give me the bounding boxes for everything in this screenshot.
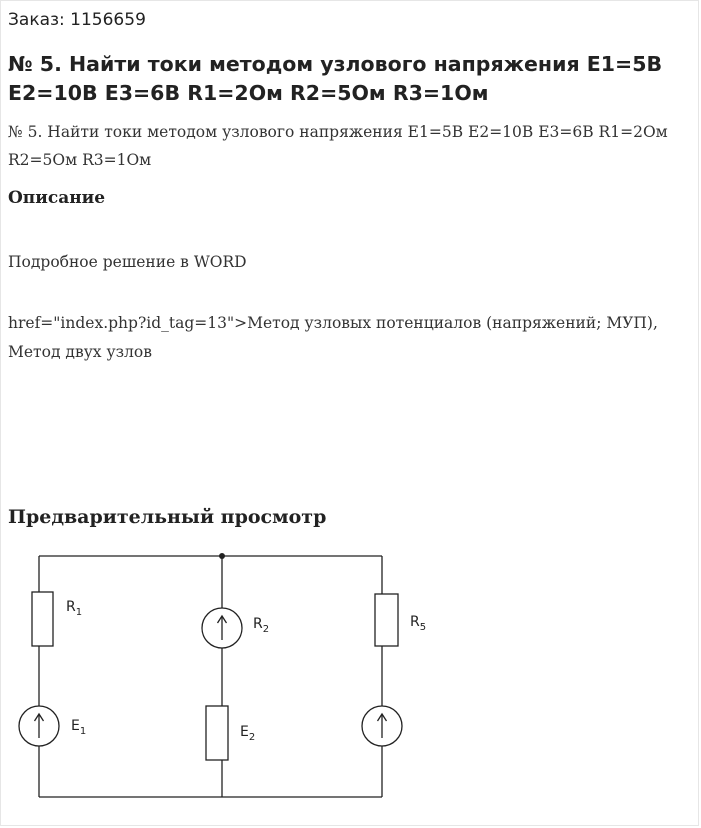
order-number: Заказ: 1156659 [8, 10, 146, 30]
resistor-r3 [375, 594, 398, 646]
label-e1: $E_1$ [71, 718, 87, 737]
description-heading: Описание [8, 188, 106, 208]
label-r1: $R_1$ [66, 599, 83, 618]
method-link[interactable]: href="index.php?id_tag=13">Метод узловых потенциалов (напряжений; МУП), Метод двух узлов [8, 314, 658, 361]
resistor-e2 [206, 706, 228, 760]
label-r3: $R_5$ [410, 614, 427, 633]
page-subtitle: № 5. Найти токи методом узлового напряжения E1=5В E2=10В E3=6В R1=2Ом R2=5Ом R3=1Ом [8, 123, 668, 169]
resistor-r1 [32, 592, 53, 646]
label-r2: $R_2$ [253, 616, 270, 635]
node-dot [219, 553, 225, 559]
page-title: № 5. Найти токи методом узлового напряжения E1=5В E2=10В E3=6В R1=2Ом R2=5Ом R3=1Ом [8, 52, 663, 105]
description-text: Подробное решение в WORD [8, 253, 247, 271]
preview-heading: Предварительный просмотр [8, 506, 327, 528]
label-e2: $E_2$ [240, 724, 256, 743]
circuit-diagram [0, 540, 460, 810]
